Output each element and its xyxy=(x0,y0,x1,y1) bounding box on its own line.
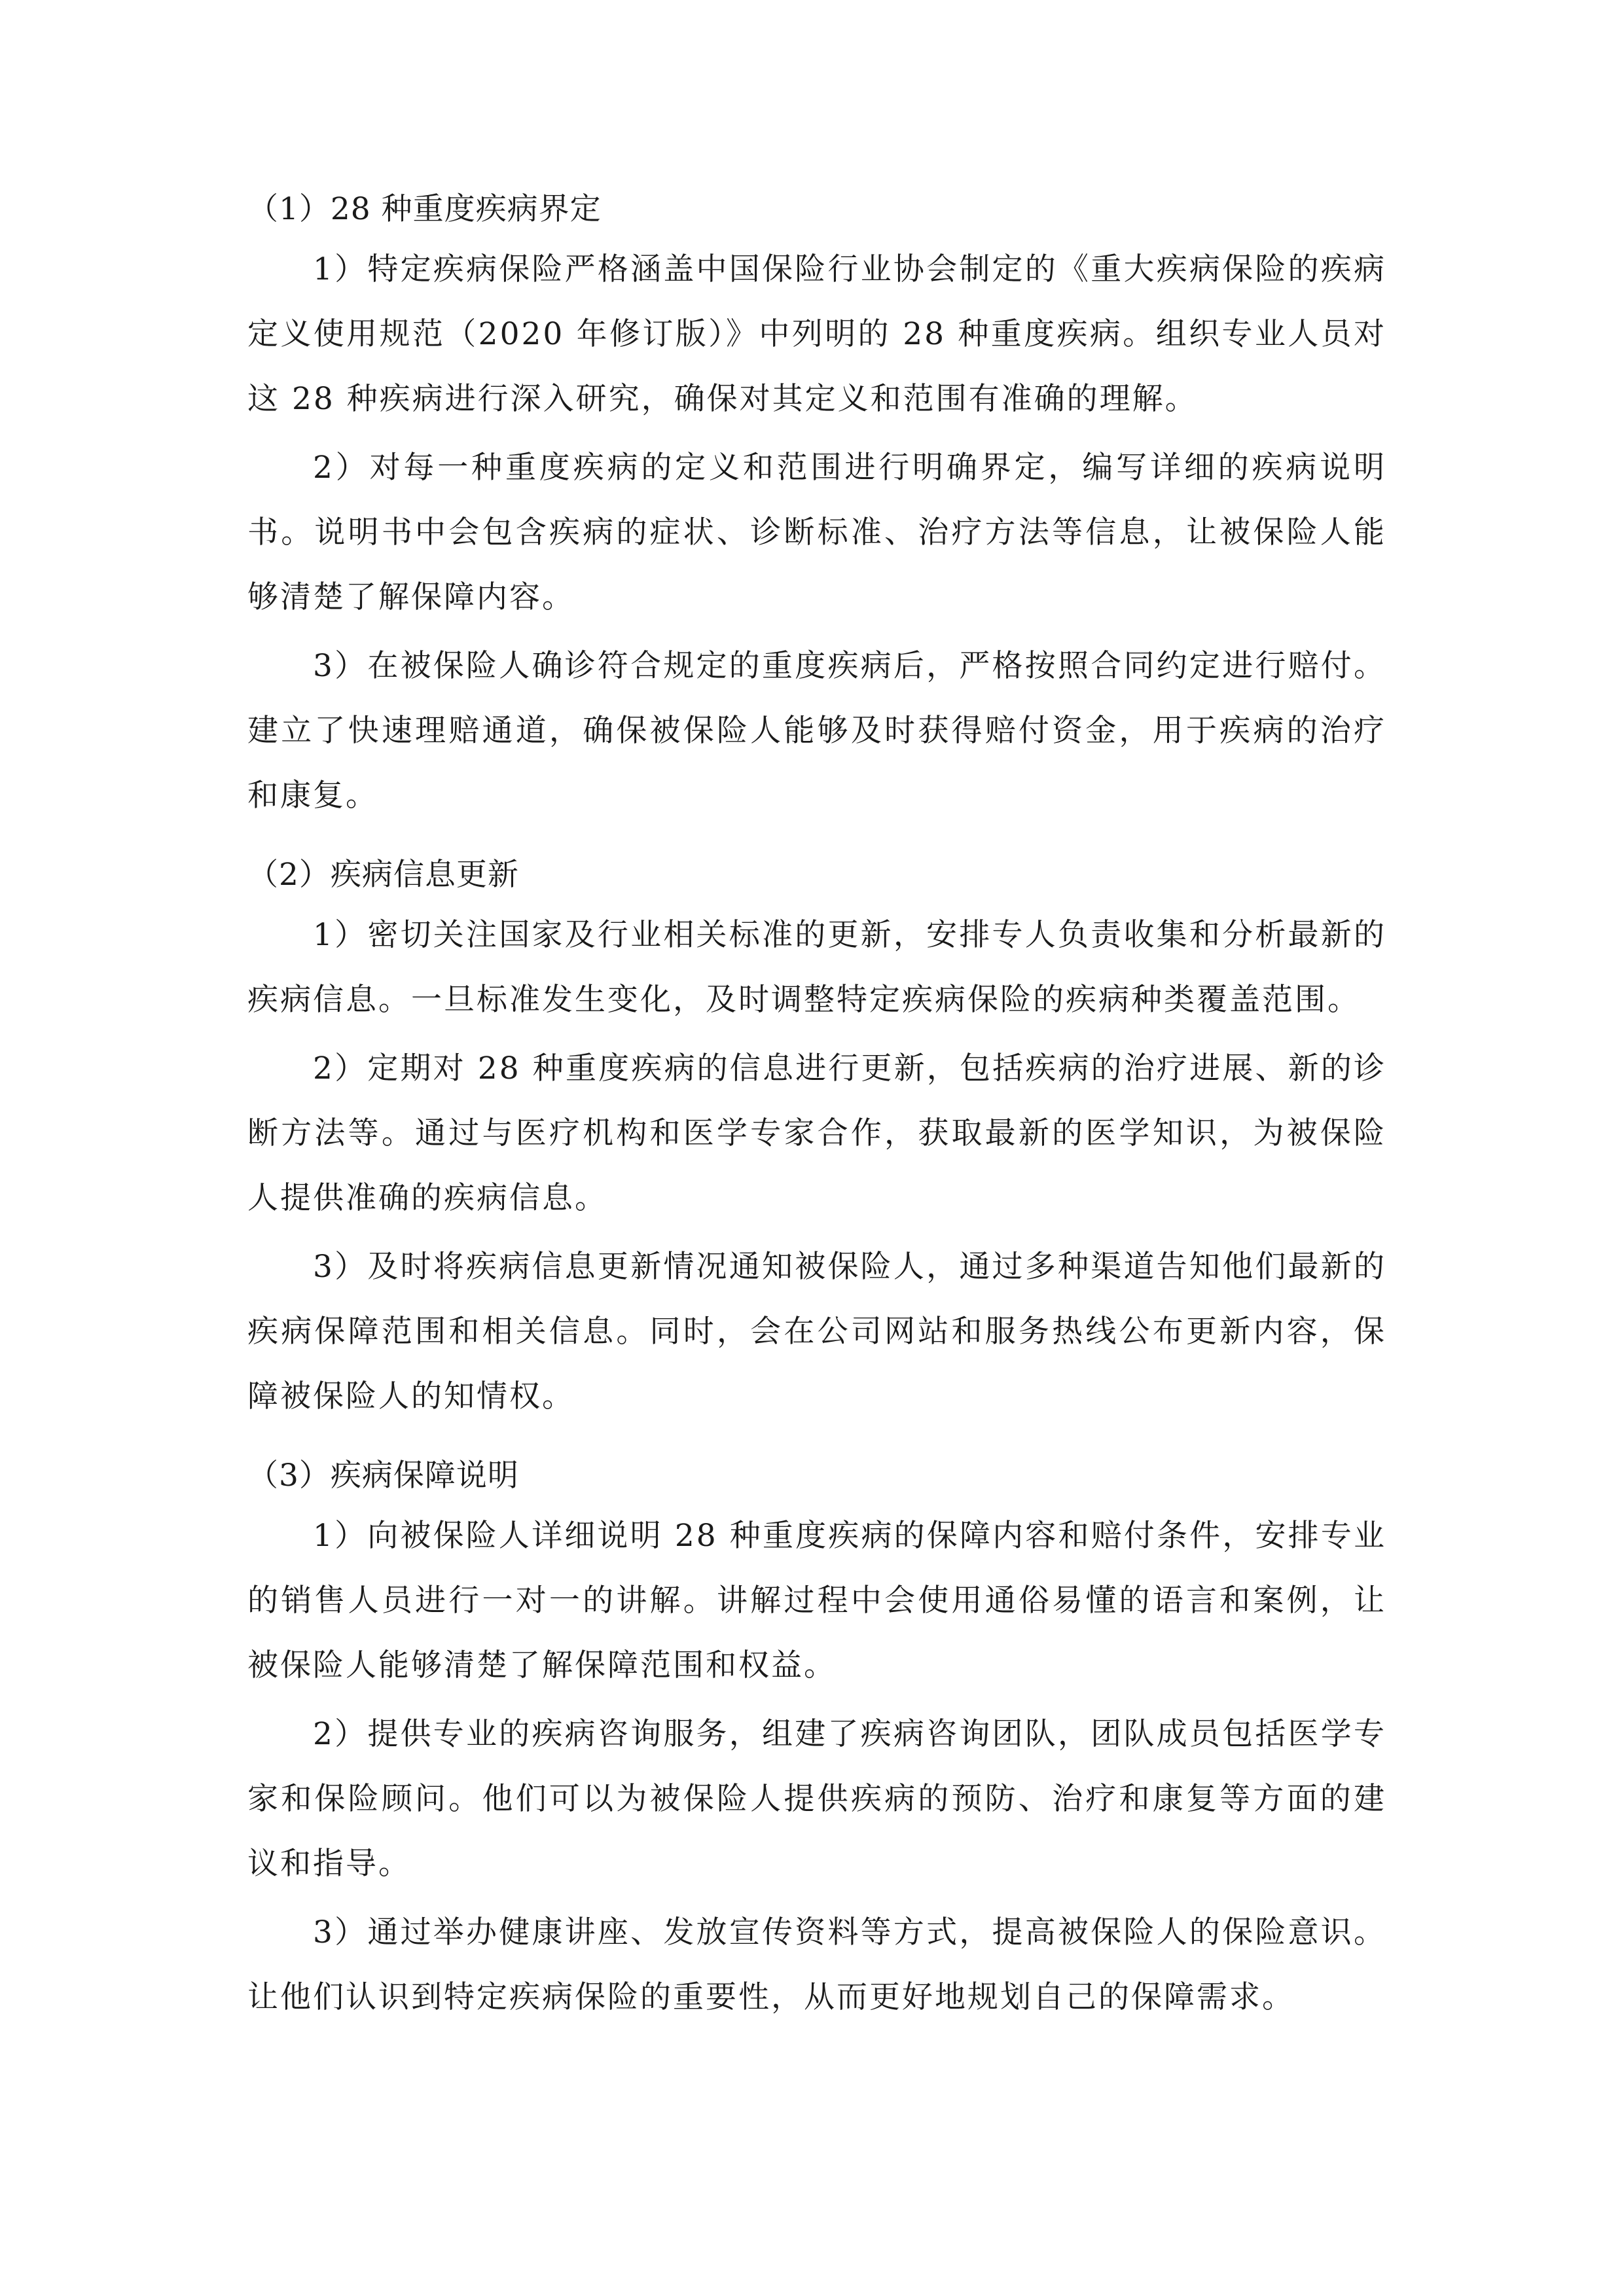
paragraph: 3）及时将疾病信息更新情况通知被保险人，通过多种渠道告知他们最新的疾病保障范围和相关信息。同时，会在公司网站和服务热线公布更新内容，保障被保险人的知情权。 xyxy=(247,1249,1386,1414)
paragraph: 3）在被保险人确诊符合规定的重度疾病后，严格按照合同约定进行赔付。建立了快速理赔通道，确保被保险人能够及时获得赔付资金，用于疾病的治疗和康复。 xyxy=(247,648,1386,814)
paragraph: 3）通过举办健康讲座、发放宣传资料等方式，提高被保险人的保险意识。让他们认识到特定疾病保险的重要性，从而更好地规划自己的保障需求。 xyxy=(247,1914,1386,2015)
paragraph: 1）向被保险人详细说明 28 种重度疾病的保障内容和赔付条件，安排专业的销售人员进行一对一的讲解。讲解过程中会使用通俗易懂的语言和案例，让被保险人能够清楚了解保障范围和权益。 xyxy=(247,1518,1386,1683)
paragraph: 1）特定疾病保险严格涵盖中国保险行业协会制定的《重大疾病保险的疾病定义使用规范（2020 年修订版）》中列明的 28 种重度疾病。组织专业人员对这 28 种疾病进行深入研究，确保对其定义和范围有准确的理解。 xyxy=(247,251,1386,417)
paragraph: 2）定期对 28 种重度疾病的信息进行更新，包括疾病的治疗进展、新的诊断方法等。通过与医疗机构和医学专家合作，获取最新的医学知识，为被保险人提供准确的疾病信息。 xyxy=(247,1050,1386,1216)
paragraph: 2）对每一种重度疾病的定义和范围进行明确界定，编写详细的疾病说明书。说明书中会包含疾病的症状、诊断标准、治疗方法等信息，让被保险人能够清楚了解保障内容。 xyxy=(247,450,1386,615)
section-heading: （3）疾病保障说明 xyxy=(247,1458,519,1494)
paragraph: 1）密切关注国家及行业相关标准的更新，安排专人负责收集和分析最新的疾病信息。一旦标准发生变化，及时调整特定疾病保险的疾病种类覆盖范围。 xyxy=(247,917,1386,1018)
section-heading: （1）28 种重度疾病界定 xyxy=(247,191,602,227)
section-heading: （2）疾病信息更新 xyxy=(247,857,519,893)
paragraph: 2）提供专业的疾病咨询服务，组建了疾病咨询团队，团队成员包括医学专家和保险顾问。他们可以为被保险人提供疾病的预防、治疗和康复等方面的建议和指导。 xyxy=(247,1716,1386,1882)
document-page xyxy=(247,190,1386,2030)
